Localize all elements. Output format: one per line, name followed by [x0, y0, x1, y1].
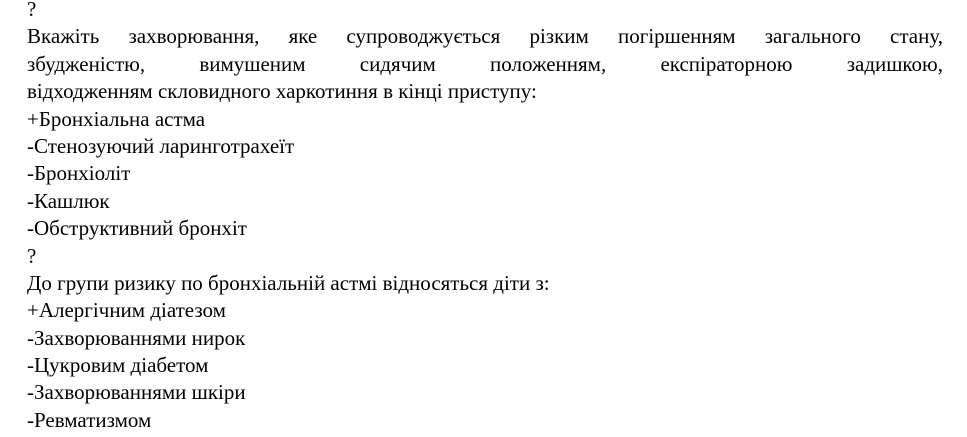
question-text-line: До групи ризику по бронхіальній астмі відносяться діти з: — [27, 270, 550, 295]
answer-option: -Цукровим діабетом — [27, 353, 209, 378]
answer-option: -Кашлюк — [27, 188, 110, 213]
question-text-line: Вкажіть захворювання, яке супроводжується різким погіршенням загального стану, — [27, 24, 943, 49]
answer-option: -Ревматизмом — [27, 407, 152, 432]
answer-option: -Обструктивний бронхіт — [27, 216, 247, 241]
answer-option: -Стенозуючий ларинготрахеїт — [27, 133, 295, 158]
answer-option: -Захворюваннями шкіри — [27, 380, 246, 405]
question-text-line: відходженням скловидного харкотиння в кінці приступу: — [27, 79, 537, 104]
answer-option-correct: +Алергічним діатезом — [27, 298, 226, 323]
question-text-line: збудженістю, вимушеним сидячим положенням, експіраторною задишкою, — [27, 51, 943, 76]
answer-option: -Бронхіоліт — [27, 161, 131, 186]
answer-option: -Захворюваннями нирок — [27, 325, 246, 350]
question-marker: ? — [27, 243, 37, 268]
document-body — [27, 0, 943, 434]
answer-option-correct: +Бронхіальна астма — [27, 106, 206, 131]
question-marker: ? — [27, 0, 37, 21]
